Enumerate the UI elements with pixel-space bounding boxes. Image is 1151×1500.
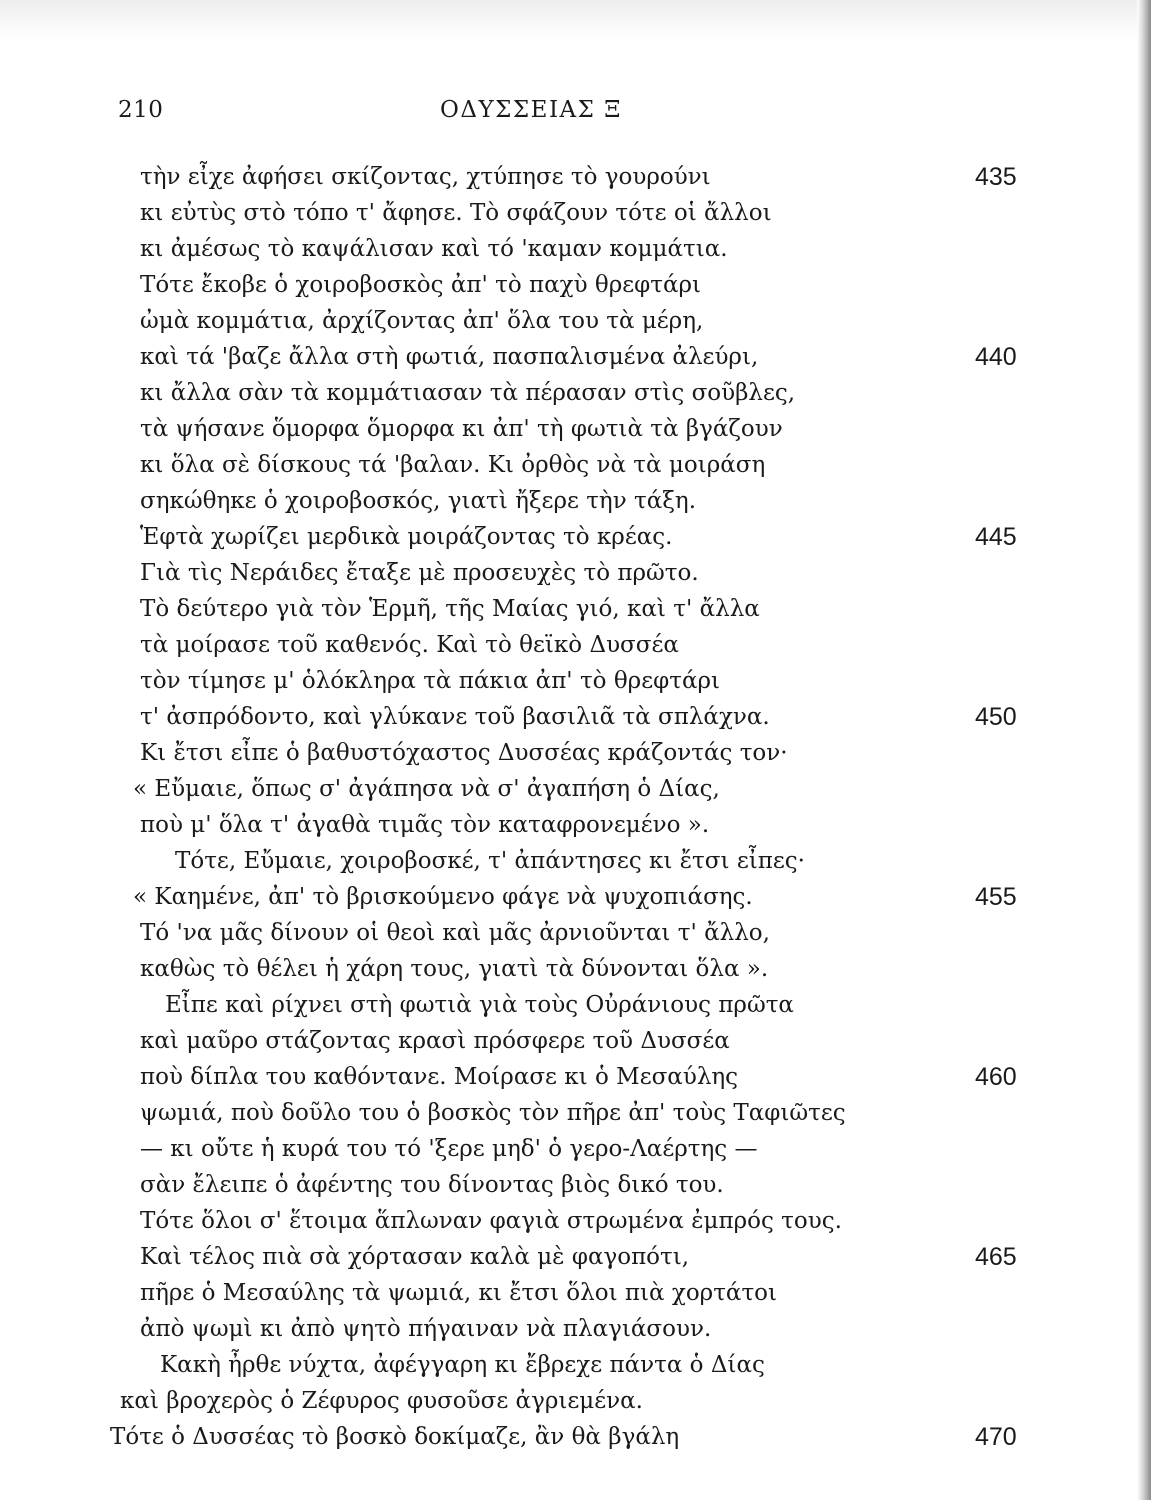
verse-text: τ' ἀσπρόδοντο, καὶ γλύκανε τοῦ βασιλιᾶ τὰ σπλάχνα. <box>140 704 770 730</box>
verse-text: Τό 'να μᾶς δίνουν οἱ θεοὶ καὶ μᾶς ἀρνιοῦνται τ' ἄλλο, <box>140 920 770 946</box>
line-number: 445 <box>975 523 1017 551</box>
verse-line <box>0 267 1151 303</box>
verse-line <box>0 483 1151 519</box>
verse-line <box>0 843 1151 879</box>
page-number: 210 <box>118 97 164 123</box>
verse-text: κι εὐτὺς στὸ τόπο τ' ἄφησε. Τὸ σφάζουν τότε οἱ ἄλλοι <box>140 200 772 226</box>
verse-text: ἀπὸ ψωμὶ κι ἀπὸ ψητὸ πήγαιναν νὰ πλαγιάσουν. <box>140 1316 712 1342</box>
verse-text: κι ὅλα σὲ δίσκους τά 'βαλαν. Κι ὀρθὸς νὰ τὰ μοιράση <box>140 452 766 478</box>
verse-text: καὶ βροχερὸς ὁ Ζέφυρος φυσοῦσε ἀγριεμένα. <box>120 1388 643 1414</box>
verse-text: κι ἀμέσως τὸ καψάλισαν καὶ τό 'καμαν κομμάτια. <box>140 236 728 262</box>
verse-text: Εἶπε καὶ ρίχνει στὴ φωτιὰ γιὰ τοὺς Οὐράνιους πρῶτα <box>165 992 794 1018</box>
verse-text: τὸν τίμησε μ' ὁλόκληρα τὰ πάκια ἀπ' τὸ θρεφτάρι <box>140 668 721 694</box>
verse-text: καὶ μαῦρο στάζοντας κρασὶ πρόσφερε τοῦ Δυσσέα <box>140 1028 730 1054</box>
verse-line <box>0 195 1151 231</box>
verse-text: ποὺ μ' ὅλα τ' ἀγαθὰ τιμᾶς τὸν καταφρονεμένο ». <box>140 812 710 838</box>
verse-line <box>0 1167 1151 1203</box>
verse-text: τὰ ψήσανε ὅμορφα ὅμορφα κι ἀπ' τὴ φωτιὰ τὰ βγάζουν <box>140 416 783 442</box>
verse-line <box>0 1023 1151 1059</box>
verse-line <box>0 771 1151 807</box>
verse-line <box>0 627 1151 663</box>
verse-text: σὰν ἔλειπε ὁ ἀφέντης του δίνοντας βιὸς δικό του. <box>140 1172 724 1198</box>
verse-text: Κι ἔτσι εἶπε ὁ βαθυστόχαστος Δυσσέας κράζοντάς τον· <box>140 740 788 766</box>
verse-line <box>0 447 1151 483</box>
verse-text: Κακὴ ἦρθε νύχτα, ἀφέγγαρη κι ἔβρεχε πάντα ὁ Δίας <box>160 1352 765 1378</box>
line-number: 460 <box>975 1063 1017 1091</box>
verse-text: σηκώθηκε ὁ χοιροβοσκός, γιατὶ ἤξερε τὴν τάξη. <box>140 488 697 514</box>
verse-line <box>0 1059 1151 1095</box>
verse-line <box>0 1347 1151 1383</box>
line-number: 465 <box>975 1243 1017 1271</box>
verse-line <box>0 1311 1151 1347</box>
verse-line <box>0 807 1151 843</box>
verse-line <box>0 375 1151 411</box>
verse-text: Τότε ὁ Δυσσέας τὸ βοσκὸ δοκίμαζε, ἂν θὰ βγάλη <box>110 1424 680 1450</box>
verse-text: ψωμιά, ποὺ δοῦλο του ὁ βοσκὸς τὸν πῆρε ἀπ' τοὺς Ταφιῶτες <box>140 1100 846 1126</box>
verse-line <box>0 411 1151 447</box>
verse-text: καὶ τά 'βαζε ἄλλα στὴ φωτιά, πασπαλισμένα ἀλεύρι, <box>140 344 759 370</box>
running-head: ΟΔΥΣΣΕΙΑΣ Ξ <box>440 97 622 123</box>
verse-line <box>0 951 1151 987</box>
line-number: 450 <box>975 703 1017 731</box>
verse-line <box>0 1203 1151 1239</box>
verse-text: τὴν εἶχε ἀφήσει σκίζοντας, χτύπησε τὸ γουρούνι <box>140 164 711 190</box>
verse-line <box>0 1095 1151 1131</box>
verse-text: ποὺ δίπλα του καθόντανε. Μοίρασε κι ὁ Μεσαύλης <box>140 1064 739 1090</box>
verse-text: — κι οὔτε ἡ κυρά του τό 'ξερε μηδ' ὁ γερο-Λαέρτης — <box>140 1136 758 1162</box>
verse-text: Τότε ὅλοι σ' ἕτοιμα ἅπλωναν φαγιὰ στρωμένα ἐμπρός τους. <box>140 1208 842 1234</box>
verse-line <box>0 303 1151 339</box>
verse-line <box>0 591 1151 627</box>
line-number: 470 <box>975 1423 1017 1451</box>
verse-line <box>0 987 1151 1023</box>
verse-line <box>0 915 1151 951</box>
verse-text: κι ἄλλα σὰν τὰ κομμάτιασαν τὰ πέρασαν στὶς σοῦβλες, <box>140 380 796 406</box>
verse-text: Καὶ τέλος πιὰ σὰ χόρτασαν καλὰ μὲ φαγοπότι, <box>140 1244 690 1270</box>
verse-text: καθὼς τὸ θέλει ἡ χάρη τους, γιατὶ τὰ δύνονται ὅλα ». <box>140 956 769 982</box>
verse-line <box>0 159 1151 195</box>
facing-page-bleed <box>0 0 1151 40</box>
verse-text: Τότε, Εὔμαιε, χοιροβοσκέ, τ' ἀπάντησες κι ἔτσι εἶπες· <box>175 848 805 874</box>
verse-line <box>0 1275 1151 1311</box>
line-number: 435 <box>975 163 1017 191</box>
verse-text: Τότε ἔκοβε ὁ χοιροβοσκὸς ἀπ' τὸ παχὺ θρεφτάρι <box>140 272 702 298</box>
verse-line <box>0 879 1151 915</box>
verse-line <box>0 1239 1151 1275</box>
verse-text: Τὸ δεύτερο γιὰ τὸν Ἑρμῆ, τῆς Μαίας γιό, καὶ τ' ἄλλα <box>140 596 760 622</box>
verse-line <box>0 231 1151 267</box>
verse-line <box>0 1131 1151 1167</box>
verse-text: ὠμὰ κομμάτια, ἀρχίζοντας ἀπ' ὅλα του τὰ μέρη, <box>140 308 704 334</box>
verse-text: πῆρε ὁ Μεσαύλης τὰ ψωμιά, κι ἔτσι ὅλοι πιὰ χορτάτοι <box>140 1280 778 1306</box>
verse-line <box>0 555 1151 591</box>
verse-line <box>0 339 1151 375</box>
verse-text: Γιὰ τὶς Νεράιδες ἔταξε μὲ προσευχὲς τὸ πρῶτο. <box>140 560 699 586</box>
verse-line <box>0 735 1151 771</box>
verse-line <box>0 699 1151 735</box>
line-number: 455 <box>975 883 1017 911</box>
verse-text: « Καημένε, ἀπ' τὸ βρισκούμενο φάγε νὰ ψυχοπιάσης. <box>133 884 753 910</box>
line-number: 440 <box>975 343 1017 371</box>
verse-line <box>0 1383 1151 1419</box>
verse-text: τὰ μοίρασε τοῦ καθενός. Καὶ τὸ θεϊκὸ Δυσσέα <box>140 632 679 658</box>
verse-line <box>0 1419 1151 1455</box>
verse-line <box>0 519 1151 555</box>
verse-text: Ἑφτὰ χωρίζει μερδικὰ μοιράζοντας τὸ κρέας. <box>140 524 673 550</box>
verse-line <box>0 663 1151 699</box>
verse-text: « Εὔμαιε, ὅπως σ' ἀγάπησα νὰ σ' ἀγαπήση ὁ Δίας, <box>133 776 720 802</box>
